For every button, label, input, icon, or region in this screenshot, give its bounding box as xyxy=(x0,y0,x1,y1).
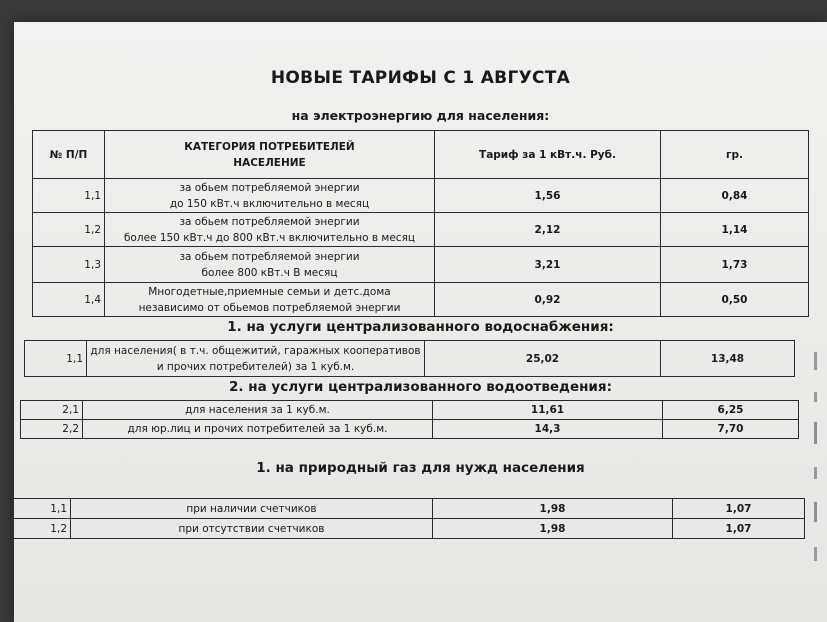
row-category: для юр.лиц и прочих потребителей за 1 куб.м. xyxy=(83,420,433,439)
row-num: 1,2 xyxy=(11,519,71,539)
header-category-line1: КАТЕГОРИЯ ПОТРЕБИТЕЛЕЙ xyxy=(184,140,355,153)
table-row xyxy=(33,213,809,247)
row-kop: 1,73 xyxy=(661,247,809,283)
row-category-line1: Многодетные,приемные семьи и детс.дома xyxy=(148,285,391,298)
page-title: НОВЫЕ ТАРИФЫ С 1 АВГУСТА xyxy=(270,68,571,88)
row-category: при наличии счетчиков xyxy=(71,499,433,519)
row-kop: 1,07 xyxy=(673,519,805,539)
row-category xyxy=(105,283,435,317)
row-num: 2,2 xyxy=(21,420,83,439)
row-num: 1,1 xyxy=(11,499,71,519)
row-tariff: 14,3 xyxy=(433,420,663,439)
row-category-line1: за обьем потребляемой энергии xyxy=(179,215,360,228)
row-tariff: 3,21 xyxy=(435,247,661,283)
row-kop: 0,84 xyxy=(661,179,809,213)
header-kop: гр. xyxy=(661,131,809,179)
row-kop: 1,14 xyxy=(661,213,809,247)
row-tariff: 1,98 xyxy=(433,499,673,519)
header-tariff: Тариф за 1 кВт.ч. Руб. xyxy=(435,131,661,179)
row-num: 1,1 xyxy=(25,341,87,377)
row-tariff: 11,61 xyxy=(433,401,663,420)
water-supply-table xyxy=(24,340,795,377)
row-tariff: 0,92 xyxy=(435,283,661,317)
water-disposal-heading: 2. на услуги централизованного водоотведения: xyxy=(229,379,612,395)
row-category-line1: за обьем потребляемой энергии xyxy=(179,250,360,263)
row-category xyxy=(87,341,425,377)
row-category-line2: до 150 кВт.ч включительно в месяц xyxy=(169,197,370,210)
electricity-table xyxy=(32,130,809,317)
row-category xyxy=(105,247,435,283)
header-num: № П/П xyxy=(33,131,105,179)
row-category: для населения за 1 куб.м. xyxy=(83,401,433,420)
row-category-line1: для населения( в т.ч. общежитий, гаражных кооперативов xyxy=(90,344,421,357)
row-category-line2: более 150 кВт.ч до 800 кВт.ч включительно в месяц xyxy=(123,231,416,244)
table-row xyxy=(11,499,805,519)
row-num: 2,1 xyxy=(21,401,83,420)
row-tariff: 2,12 xyxy=(435,213,661,247)
water-disposal-table xyxy=(20,400,799,439)
row-num: 1,3 xyxy=(33,247,105,283)
row-category-line2: и прочих потребителей) за 1 куб.м. xyxy=(156,360,355,373)
row-category xyxy=(105,213,435,247)
table-row xyxy=(25,341,795,377)
header-category-line2: НАСЕЛЕНИЕ xyxy=(233,156,306,169)
header-category xyxy=(105,131,435,179)
row-category: при отсутствии счетчиков xyxy=(71,519,433,539)
row-kop: 13,48 xyxy=(661,341,795,377)
gas-heading: 1. на природный газ для нужд населения xyxy=(256,460,585,476)
table-row xyxy=(33,283,809,317)
water-supply-heading: 1. на услуги централизованного водоснабжения: xyxy=(227,319,614,335)
gas-table xyxy=(10,498,805,539)
row-category-line1: за обьем потребляемой энергии xyxy=(179,181,360,194)
row-kop: 1,07 xyxy=(673,499,805,519)
table-row xyxy=(33,247,809,283)
table-row xyxy=(21,401,799,420)
row-kop: 7,70 xyxy=(663,420,799,439)
table-row xyxy=(21,420,799,439)
row-num: 1,1 xyxy=(33,179,105,213)
row-tariff: 1,56 xyxy=(435,179,661,213)
paper-sheet xyxy=(14,22,827,622)
row-num: 1,4 xyxy=(33,283,105,317)
table-row xyxy=(11,519,805,539)
row-kop: 0,50 xyxy=(661,283,809,317)
row-num: 1,2 xyxy=(33,213,105,247)
electricity-subtitle: на электроэнергию для населения: xyxy=(291,108,550,123)
table-row xyxy=(33,179,809,213)
row-tariff: 25,02 xyxy=(425,341,661,377)
row-category xyxy=(105,179,435,213)
row-kop: 6,25 xyxy=(663,401,799,420)
row-tariff: 1,98 xyxy=(433,519,673,539)
row-category-line2: более 800 кВт.ч В месяц xyxy=(201,266,338,279)
table-header-row xyxy=(33,131,809,179)
row-category-line2: независимо от обьемов потребляемой энергии xyxy=(138,301,401,314)
